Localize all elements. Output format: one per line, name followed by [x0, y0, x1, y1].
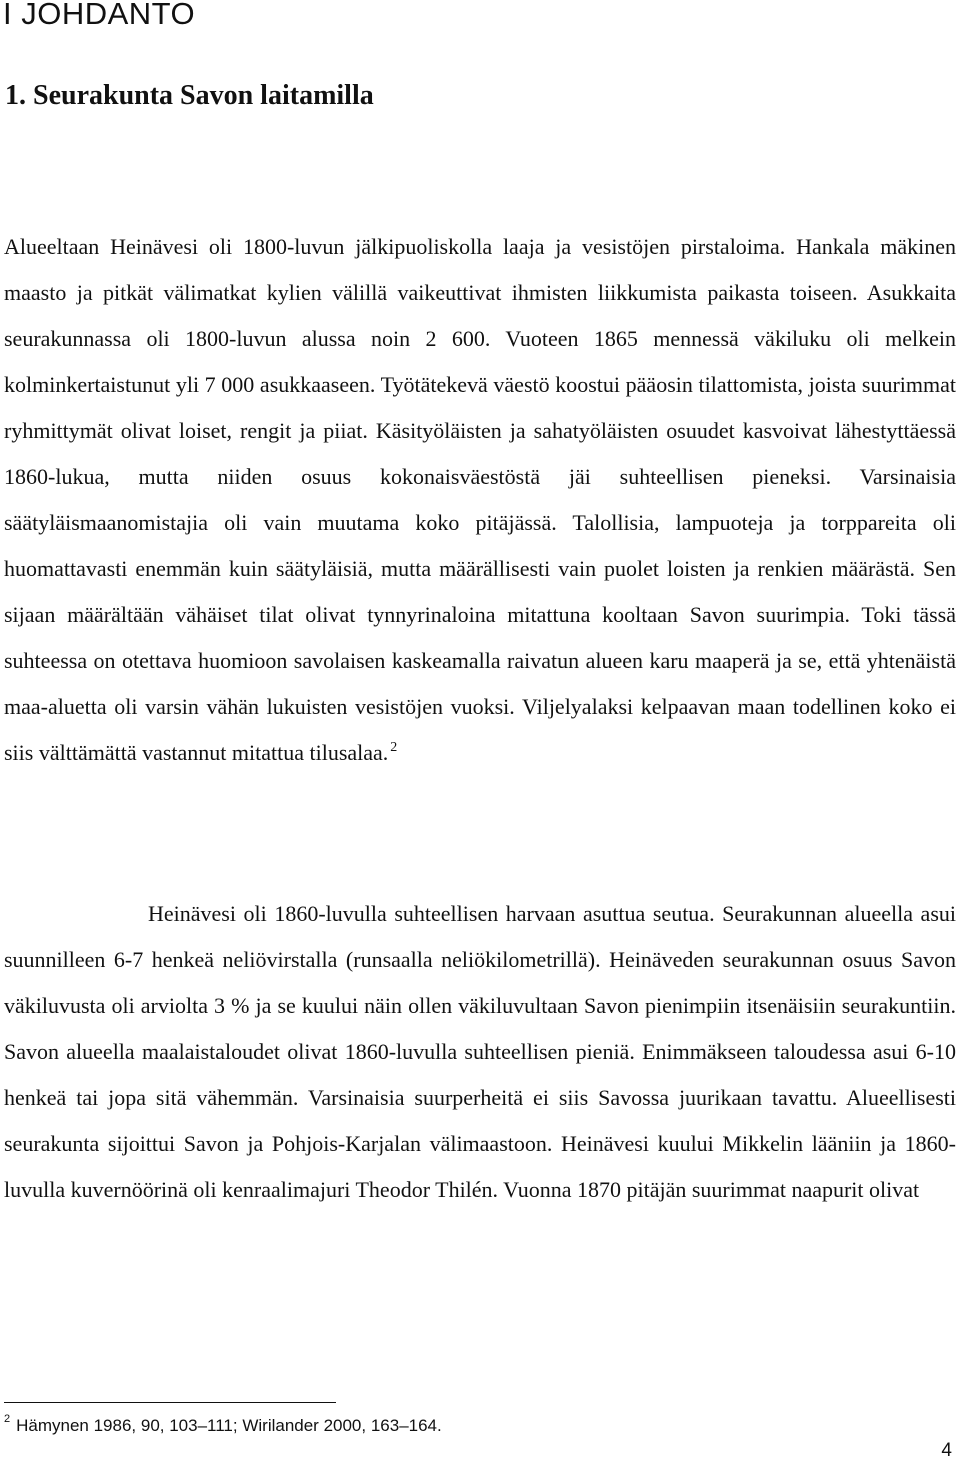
- paragraph-2-text: Heinävesi oli 1860-luvulla suhteellisen harvaan asuttua seutua. Seurakunnan alueella asui suunnilleen 6-7 henkeä neliövirstalla (runsaalla neliökilometrillä). Heinäveden seurakunnan osuus Savon väkiluvusta oli arviolta 3 % ja se kuului näin ollen väkiluvultaan Savon pienimpiin itsenäisiin seurakuntiin. Savon alueella maalaistaloudet olivat 1860-luvulla suhteellisen pieniä. Enimmäkseen taloudessa asui 6-10 henkeä tai jopa sitä vähemmän. Varsinaisia suurperheitä ei siis Savossa juurikaan tavattu. Alueellisesti seurakunta sijoittui Savon ja Pohjois-Karjalan välimaastoon. Heinävesi kuului Mikkelin lääniin ja 1860-luvulla kuvernöörinä oli kenraalimajuri Theodor Thilén. Vuonna 1870 pitäjän suurimmat naapurit olivat: [4, 901, 956, 1202]
- chapter-heading: I JOHDANTO: [3, 0, 196, 31]
- footnote-text: Hämynen 1986, 90, 103–111; Wirilander 2000, 163–164.: [16, 1416, 442, 1435]
- paragraph-1-text: Alueeltaan Heinävesi oli 1800-luvun jälkipuoliskolla laaja ja vesistöjen pirstaloima. Hankala mäkinen maasto ja pitkät välimatkat kylien välillä vaikeuttivat ihmisten liikkumista paikasta toiseen. Asukkaita seurakunnassa oli 1800-luvun alussa noin 2 600. Vuoteen 1865 mennessä väkiluku oli melkein kolminkertaistunut yli 7 000 asukkaaseen. Työtätekevä väestö koostui pääosin tilattomista, joista suurimmat ryhmittymät olivat loiset, rengit ja piiat. Käsityöläisten ja sahatyöläisten osuudet kasvoivat lähestyttäessä 1860-lukua, mutta niiden osuus kokonaisväestöstä jäi suhteellisen pieneksi. Varsinaisia säätyläismaanomistajia oli vain muutama koko pitäjässä. Talollisia, lampuoteja ja torppareita oli huomattavasti enemmän kuin säätyläisiä, mutta määrällisesti vain puolet loisten ja renkien määrästä. Sen sijaan määrältään vähäiset tilat olivat tynnyrinaloina mitattuna kooltaan Savon suurimpia. Toki tässä suhteessa on otettava huomioon savolaisen kaskeamalla raivatun alueen karu maaperä ja se, että yhtenäistä maa-aluetta oli varsin vähän lukuisten vesistöjen vuoksi. Viljelyalaksi kelpaavan maan todellinen koko ei siis välttämättä vastannut mitattua tilusalaa.: [4, 234, 956, 765]
- body-paragraph-1: [4, 224, 956, 776]
- body-paragraph-2: [4, 891, 956, 1213]
- footnote-reference-2[interactable]: 2: [390, 740, 398, 755]
- footnote-marker: 2: [4, 1413, 11, 1425]
- page-number: 4: [941, 1440, 952, 1461]
- footnote: [4, 1408, 442, 1444]
- section-heading: 1. Seurakunta Savon laitamilla: [5, 80, 374, 111]
- footnote-separator: [4, 1402, 336, 1403]
